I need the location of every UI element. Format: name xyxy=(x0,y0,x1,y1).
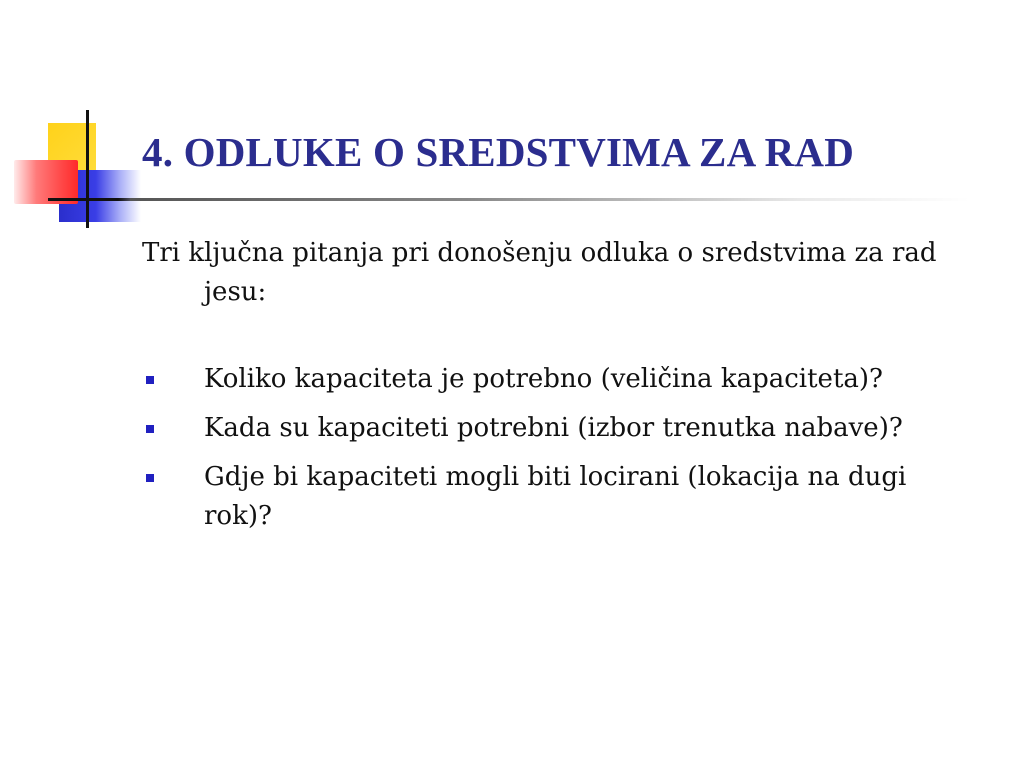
bullet-text: Kada su kapaciteti potrebni (izbor trenutka nabave)? xyxy=(204,413,903,443)
bullet-square-icon xyxy=(146,474,154,482)
bullet-text: Koliko kapaciteta je potrebno (veličina kapaciteta)? xyxy=(204,364,883,394)
bullet-square-icon xyxy=(146,376,154,384)
bullet-item xyxy=(142,360,982,399)
vertical-line xyxy=(86,110,89,228)
intro-text: Tri ključna pitanja pri donošenju odluka o sredstvima za rad jesu: xyxy=(142,238,937,307)
bullet-square-icon xyxy=(146,425,154,433)
slide-body xyxy=(142,234,982,546)
decorative-squares-logo xyxy=(0,0,150,240)
bullet-item xyxy=(142,458,982,536)
slide-title: 4. ODLUKE O SREDSTVIMA ZA RAD xyxy=(142,129,855,175)
bullet-list xyxy=(142,360,982,536)
bullet-text: Gdje bi kapaciteti mogli biti locirani (lokacija na dugi rok)? xyxy=(204,462,907,531)
title-underline xyxy=(130,198,970,201)
bullet-item xyxy=(142,409,982,448)
